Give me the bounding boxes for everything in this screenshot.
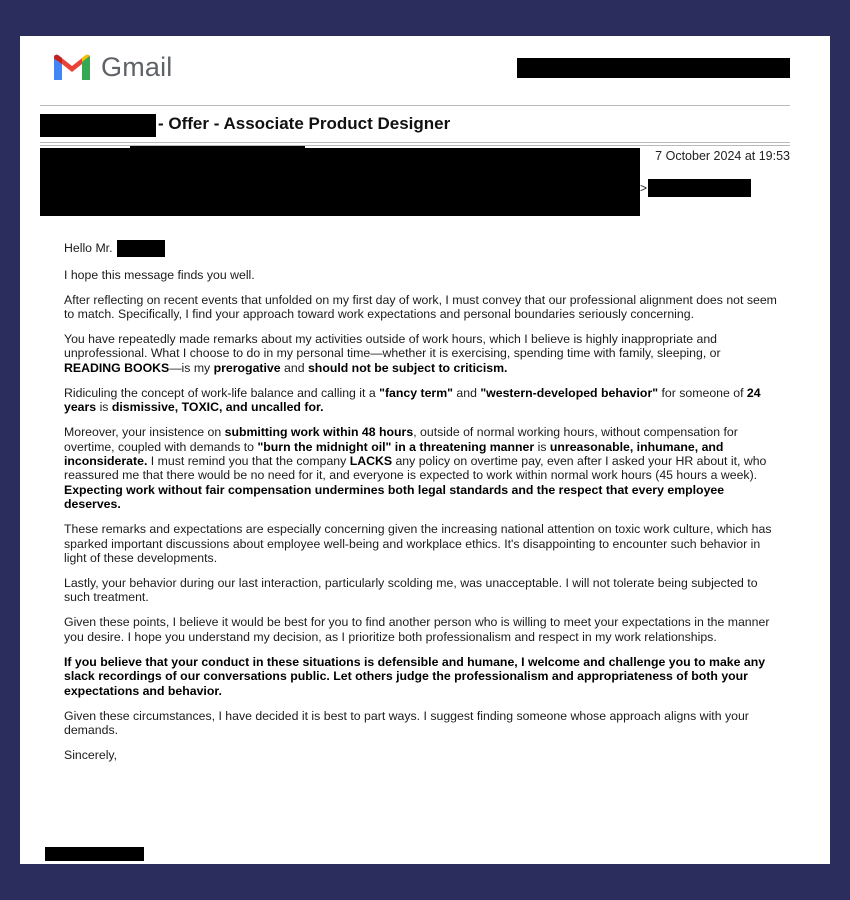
redacted-sender-name [40, 114, 156, 137]
redacted-account [517, 58, 790, 78]
emphasis-text: READING BOOKS [64, 360, 170, 375]
body-text: and [280, 360, 308, 375]
email-paragraph [64, 576, 780, 605]
body-text: These remarks and expectations are especially concerning given the increasing national attention on toxic work culture, which has sparked important discussions about employee well-being and workplace ethics. It's disappointing to encounter such behavior in light of these developments. [64, 522, 772, 566]
emphasis-text: should not be subject to criticism. [307, 360, 508, 375]
gmail-m-icon [52, 52, 92, 82]
emphasis-text: dismissive, TOXIC, and uncalled for. [111, 400, 324, 415]
email-paragraph [64, 332, 780, 375]
redacted-signature [45, 847, 144, 861]
body-text: —is my [169, 360, 214, 375]
email-paragraph [64, 748, 780, 762]
email-paragraph [64, 522, 780, 565]
body-text: , outside of normal working hours, without compensation for overtime, coupled with demands to [64, 425, 738, 454]
emphasis-text: If you believe that your conduct in these situations is defensible and humane, I welcome and challenge you to make any slack recordings of our conversations public. Let others judge the professionalism and appropriateness of both your expectations and behavior. [64, 654, 766, 698]
email-paragraph [64, 425, 780, 511]
emphasis-text: submitting work within 48 hours [224, 425, 414, 440]
emphasis-text: LACKS [349, 454, 393, 469]
redacted-recipient [648, 179, 751, 197]
subject-divider [40, 142, 790, 143]
body-text: Moreover, your insistence on [64, 425, 225, 440]
email-paragraph [64, 709, 780, 738]
body-text: is [96, 400, 112, 415]
body-text: After reflecting on recent events that unfolded on my first day of work, I must convey that our professional alignment does not seem to match. Specifically, I find your approach toward work expectations and personal boundaries seriously concerning. [64, 292, 777, 321]
gmail-logo [52, 50, 173, 84]
body-text: Given these circumstances, I have decided it is best to part ways. I suggest finding someone whose approach aligns with your demands. [64, 708, 749, 738]
body-text: any policy on overtime pay, even after I asked your HR about it, who reassured me that there would be no need for it, and everyone is expected to work within normal work hours (45 hours a week). [64, 454, 767, 483]
greeting-text: Hello Mr. [64, 241, 113, 256]
body-text: I hope this message finds you well. [64, 267, 255, 282]
body-text: for someone of [658, 385, 747, 400]
body-text: and [452, 385, 481, 400]
redacted-recipient-name [117, 240, 165, 257]
body-text: I must remind you that the company [147, 454, 350, 469]
emphasis-text: 24 years [64, 385, 761, 415]
email-paragraph [64, 268, 780, 282]
email-subject: - Offer - Associate Product Designer [158, 114, 451, 133]
body-text: Ridiculing the concept of work-life balance and calling it a [64, 385, 380, 400]
header-divider [40, 105, 790, 106]
redacted-sender-tab [130, 146, 305, 151]
email-body [64, 240, 780, 773]
emphasis-text: unreasonable, inhumane, and inconsiderate. [64, 439, 724, 469]
emphasis-text: "fancy term" [379, 385, 453, 400]
email-paragraph [64, 386, 780, 415]
email-paragraph [64, 615, 780, 644]
gmail-wordmark: Gmail [101, 51, 173, 82]
body-text: is [534, 439, 550, 454]
recipient-caret: > [640, 181, 648, 195]
email-printout [20, 36, 830, 864]
body-text: Sincerely, [64, 748, 118, 763]
body-text: You have repeatedly made remarks about my activities outside of work hours, which I believe is highly inappropriate and unprofessional. What I choose to do in my personal time—whether it is exercising, spending time with family, sleeping, or [64, 332, 721, 361]
emphasis-text: Expecting work without fair compensation undermines both legal standards and the respect that every employee deserves. [64, 482, 725, 512]
redacted-sender-block [40, 148, 640, 216]
emphasis-text: prerogative [213, 360, 281, 375]
email-paragraph [64, 655, 780, 698]
greeting-line [64, 240, 780, 257]
body-text: Lastly, your behavior during our last interaction, particularly scolding me, was unacceptable. I will not tolerate being subjected to such treatment. [64, 576, 758, 605]
email-paragraph [64, 293, 780, 322]
emphasis-text: "western-developed behavior" [480, 385, 659, 400]
email-date: 7 October 2024 at 19:53 [655, 149, 790, 163]
body-text: Given these points, I believe it would be best for you to find another person who is willing to meet your expectations in the manner you desire. I hope you understand my decision, as I prioritize both professionalism and respect in my work relationships. [64, 615, 770, 644]
emphasis-text: "burn the midnight oil" in a threatening manner [257, 439, 535, 454]
